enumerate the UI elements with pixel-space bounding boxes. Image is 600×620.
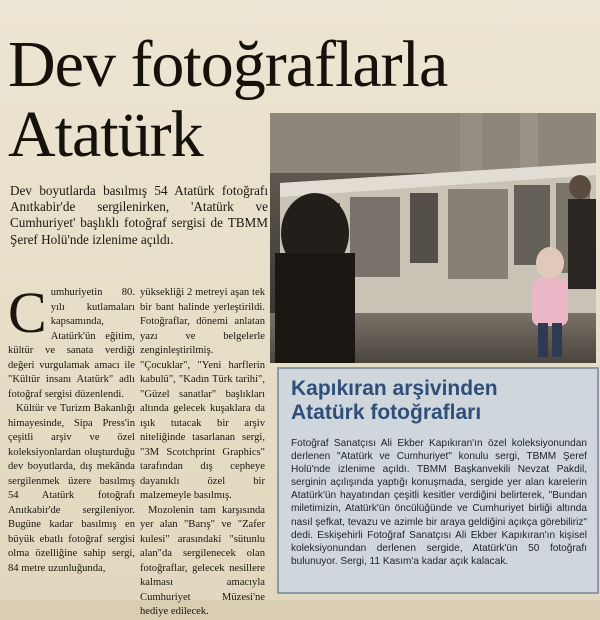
- article-column-2: [140, 286, 265, 617]
- sidebar-paragraph: Fotoğraf Sanatçısı Ali Ekber Kapıkıran'ın özel koleksiyonundan derlenen "Atatürk ve Cumhuriyet" konulu sergi, TBMM Şeref Holü'nde izlenime açıldı. TBMM Başkanvekili Nevzat Pakdil, serginin açılışında yaptığı konuşmada, sergide yer alan karelerin Atatürk'ün hayatından çeşitli kesitler verdiğini belirterek, "Bundan miletimizin, Atatürk'ün öncülüğünde ve Cumhuriyet birliği altında nasıl şefkat, tevazu ve azimle bir araya geldiğini açıkça görebiliriz" dedi. Eskişehirli Fotoğraf Sanatçısı Ali Ekber Kapıkıran'ın kişisel koleksiyonundan derlenen sergide, Atatürk'ün 50 fotoğrafı bulunuyor. Sergi, 11 Kasım'a kadar açık kalacak.: [291, 438, 587, 567]
- sidebar-box: [277, 367, 599, 594]
- headline-line-1: Dev fotoğraflarla: [8, 28, 448, 101]
- sidebar-title-line-2: Atatürk fotoğrafları: [291, 401, 482, 424]
- exhibition-photo: [270, 113, 596, 363]
- lead-paragraph: Dev boyutlarda basılmış 54 Atatürk fotoğrafı Anıtkabir'de sergilenirken, 'Atatürk ve Cumhuriyet' başlıklı fotoğraf sergisi de TBMM Şeref Holü'nde izlenime açıldı.: [10, 183, 268, 247]
- sidebar-body: [291, 437, 587, 568]
- article-column-1: [8, 280, 135, 576]
- column-1-paragraph-2: Kültür ve Turizm Bakanlığı himayesinde, Sipa Press'in çeşitli arşiv ve özel koleksiyonlardan oluşturduğu dev boyutlarda, dış mekânda sergilenmek üzere basılmış 54 Atatürk fotoğrafı Anıtkabir'de sergileniyor. Bugüne kadar basılmış en büyük ebatlı fotoğraf sergisi olma özelliğine sahip sergi, 84 metre uzunluğunda,: [8, 403, 135, 574]
- headline-line-2: Atatürk: [8, 98, 203, 171]
- sidebar-title: [291, 377, 591, 425]
- exhibition-photo-image: [270, 113, 596, 363]
- drop-cap: C: [8, 280, 47, 345]
- column-1-paragraph-1: umhuriyetin 80. yılı kutlamaları kapsamında, Atatürk'ün eğitim, kültür ve sanata verdiği değeri vurgulamak amacı ile "Kültür insanı Atatürk" adlı fotoğraf sergisi düzenlendi.: [8, 287, 135, 400]
- column-2-paragraph-1: yüksekliği 2 metreyi aşan tek bir bant halinde yerleştirildi. Fotoğraflar, dönemi anlatan yazı ve belgelerle zenginleştirilmiş. "Çocuklar", "Yeni harflerin kabulü", "Kadın Türk tarihi", "Güzel sanatlar" başlıkları altında gelecek kuşaklara da ışık tutacak bir arşiv niteliğinde tasarlanan sergi, "3M Scotchprint Graphics" tarafından dış cepheye dayanıklı özel bir malzemeyle basılmış.: [140, 287, 265, 501]
- column-2-paragraph-2: Mozolenin tam karşısında yer alan "Barış" ve "Zafer kulesi" arasındaki "sütunlu alan"da sergilenecek olan fotoğraflar, gelecek nesillere kalması amacıyla Cumhuriyet Müzesi'ne hediye edilecek.: [140, 504, 265, 617]
- sidebar-title-line-1: Kapıkıran arşivinden: [291, 377, 498, 400]
